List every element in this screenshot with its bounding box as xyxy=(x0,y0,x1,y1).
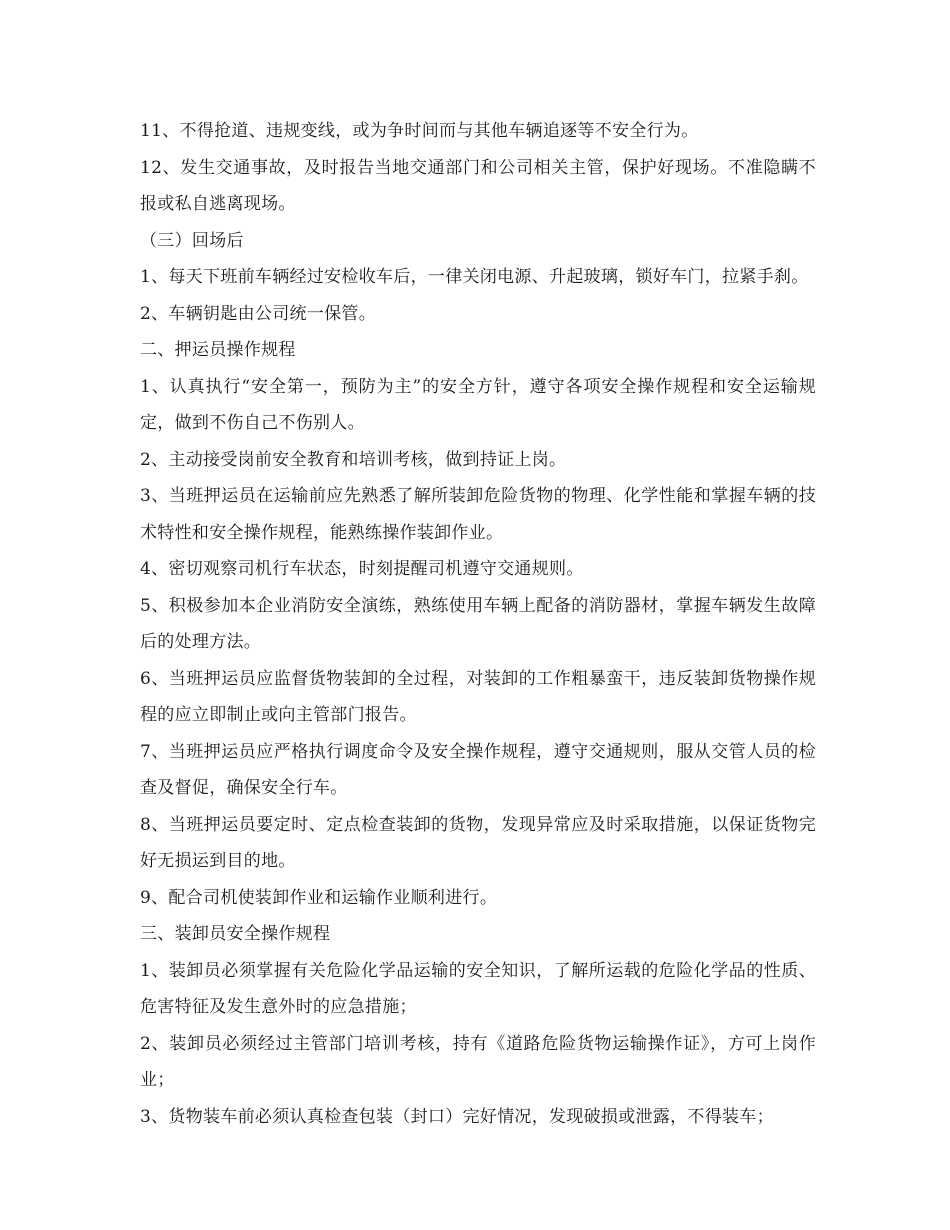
paragraph-escort-rule-4: 4、密切观察司机行车状态，时刻提醒司机遵守交通规则。 xyxy=(140,559,584,579)
section-heading-loader-rules: 三、装卸员安全操作规程 xyxy=(140,924,331,944)
paragraph-escort-rule-5: 5、积极参加本企业消防安全演练，熟练使用车辆上配备的消防器材，掌握车辆发生故障后的处理方法。 xyxy=(140,595,816,652)
paragraph-escort-rule-2: 2、主动接受岗前安全教育和培训考核，做到持证上岗。 xyxy=(140,449,567,470)
paragraph-loader-rule-2: 2、装卸员必须经过主管部门培训考核，持有《道路危险货物运输操作证》，方可上岗作业； xyxy=(140,1033,816,1090)
paragraph-loader-rule-3: 3、货物装车前必须认真检查包装（封口）完好情况，发现破损或泄露，不得装车； xyxy=(140,1106,774,1127)
paragraph-escort-rule-6: 6、当班押运员应监督货物装卸的全过程，对装卸的工作粗暴蛮干，违反装卸货物操作规程的应立即制止或向主管部门报告。 xyxy=(140,668,816,725)
paragraph-rule-12-accident-report: 12、发生交通事故，及时报告当地交通部门和公司相关主管，保护好现场。不准隐瞒不报或私自逃离现场。 xyxy=(140,157,816,214)
document-body xyxy=(140,113,816,1135)
paragraph-escort-rule-8: 8、当班押运员要定时、定点检查装卸的货物，发现异常应及时采取措施，以保证货物完好无损运到目的地。 xyxy=(140,814,816,871)
paragraph-rule-11-no-racing: 11、不得抢道、违规变线，或为争时间而与其他车辆追逐等不安全行为。 xyxy=(140,121,699,141)
paragraph-return-rule-2: 2、车辆钥匙由公司统一保管。 xyxy=(140,303,377,324)
paragraph-escort-rule-1: 1、认真执行“安全第一，预防为主”的安全方针，遵守各项安全操作规程和安全运输规定，做到不伤自己不伤别人。 xyxy=(140,376,816,433)
paragraph-escort-rule-7: 7、当班押运员应严格执行调度命令及安全操作规程，遵守交通规则，服从交管人员的检查及督促，确保安全行车。 xyxy=(140,741,816,798)
paragraph-escort-rule-9: 9、配合司机使装卸作业和运输作业顺利进行。 xyxy=(140,887,498,908)
paragraph-loader-rule-1: 1、装卸员必须掌握有关危险化学品运输的安全知识，了解所运载的危险化学品的性质、危害特征及发生意外时的应急措施； xyxy=(140,960,816,1017)
section-heading-after-return: （三）回场后 xyxy=(140,230,244,251)
paragraph-return-rule-1: 1、每天下班前车辆经过安检收车后，一律关闭电源、升起玻璃，锁好车门，拉紧手刹。 xyxy=(140,267,809,287)
section-heading-escort-rules: 二、押运员操作规程 xyxy=(140,340,296,360)
paragraph-escort-rule-3: 3、当班押运员在运输前应先熟悉了解所装卸危险货物的物理、化学性能和掌握车辆的技术特性和安全操作规程，能熟练操作装卸作业。 xyxy=(140,486,816,543)
